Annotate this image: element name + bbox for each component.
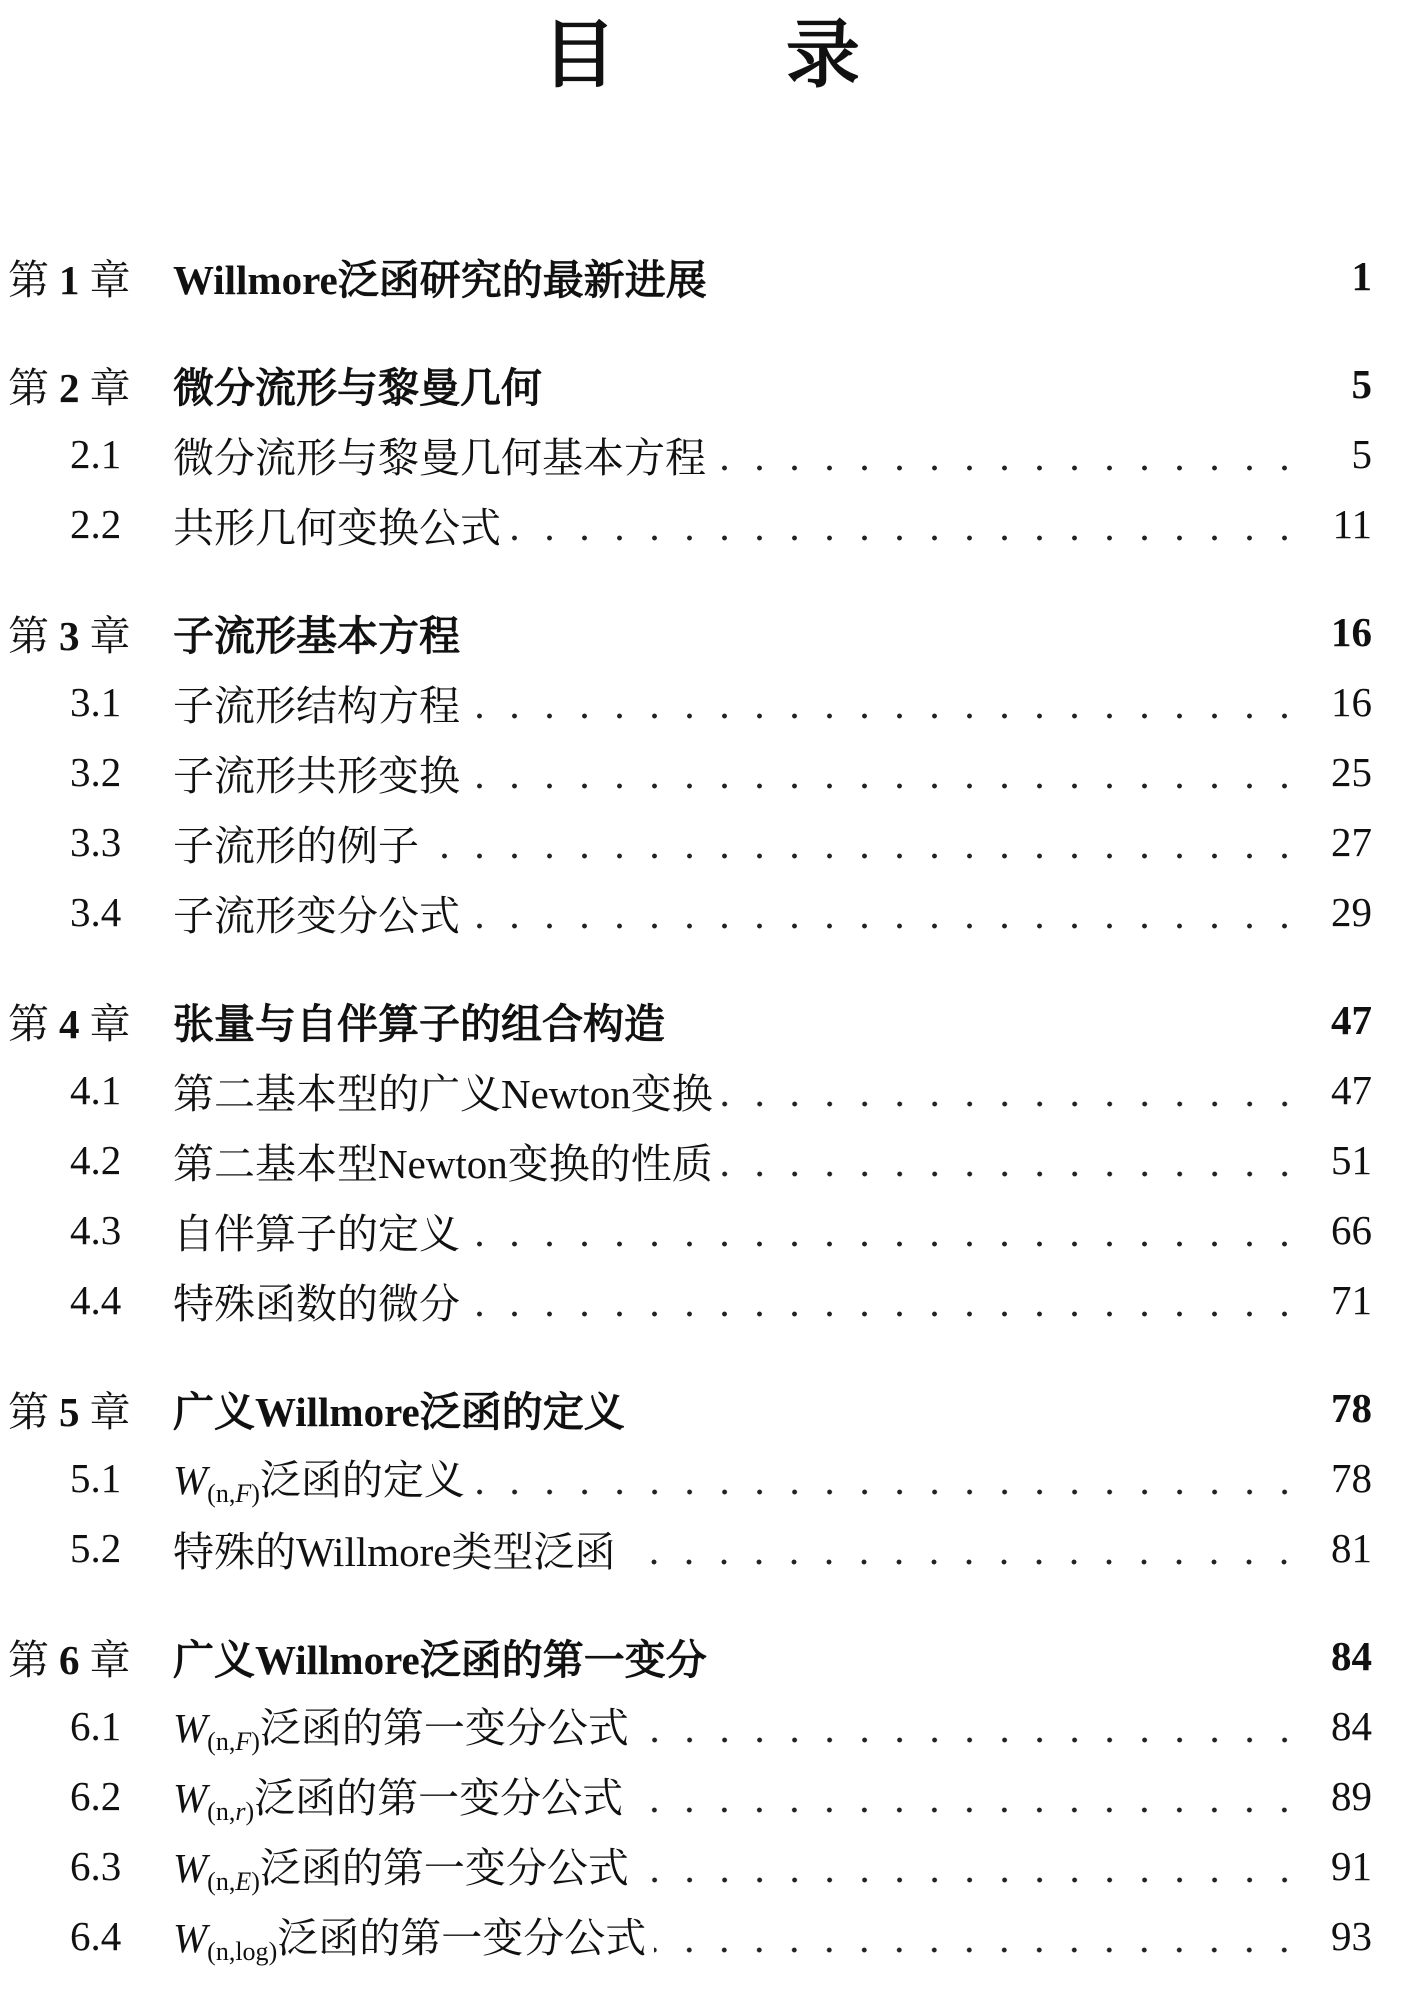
toc-section-entry[interactable] (0, 1195, 1402, 1265)
section-title: 微分流形与黎曼几何基本方程 (173, 425, 714, 484)
chapter-label: 第 6 章 (8, 1636, 131, 1683)
toc-section-entry[interactable] (0, 1125, 1402, 1195)
toc-chapter-4 (0, 985, 1402, 1335)
math-subscript: (n,log) (207, 1937, 278, 1966)
section-number: 6.2 (70, 1773, 122, 1819)
toc-section-entry[interactable] (0, 737, 1402, 807)
dot-leader (468, 923, 1302, 929)
section-number: 3.4 (70, 889, 122, 935)
dot-leader (637, 1877, 1302, 1883)
page-number: 51 (1312, 1136, 1402, 1184)
math-symbol: W (173, 1845, 208, 1891)
section-number: 4.2 (70, 1137, 122, 1183)
page-title: 目 录 (542, 12, 932, 98)
section-title: 子流形结构方程 (173, 673, 468, 732)
toc-chapter-2 (0, 349, 1402, 559)
table-of-contents (0, 241, 1402, 2009)
dot-leader (468, 1241, 1302, 1247)
dot-leader (631, 1807, 1302, 1813)
section-title: 自伴算子的定义 (173, 1201, 468, 1260)
section-title: 特殊的Willmore类型泛函 (173, 1519, 623, 1578)
math-subscript: (n,F) (207, 1479, 260, 1508)
page-number: 89 (1312, 1772, 1402, 1820)
toc-chapter-entry[interactable] (0, 241, 1402, 311)
dot-leader (509, 535, 1302, 541)
dot-leader (473, 1489, 1302, 1495)
page-number: 66 (1312, 1206, 1402, 1254)
toc-chapter-entry[interactable] (0, 1621, 1402, 1691)
toc-chapter-entry[interactable] (0, 985, 1402, 1055)
section-title: 第二基本型的广义Newton变换 (173, 1061, 721, 1120)
dot-leader (468, 713, 1302, 719)
toc-section-entry[interactable] (0, 877, 1402, 947)
toc-section-entry[interactable] (0, 667, 1402, 737)
page-number: 11 (1312, 500, 1402, 548)
dot-leader (654, 1947, 1302, 1953)
dot-leader (468, 783, 1302, 789)
page-number: 71 (1312, 1276, 1402, 1324)
dot-leader (714, 465, 1302, 471)
dot-leader (623, 1559, 1302, 1565)
section-title: $W_{(n,log)}$泛函的第一变分公式 (173, 1905, 654, 1967)
page-number: 16 (1312, 678, 1402, 726)
math-symbol: W (173, 1775, 208, 1821)
page-number: 91 (1312, 1842, 1402, 1890)
section-title: 子流形共形变换 (173, 743, 468, 802)
toc-section-entry[interactable] (0, 807, 1402, 877)
page-number: 84 (1312, 1702, 1402, 1750)
section-title: $W_{(n,E)}$泛函的第一变分公式 (173, 1835, 637, 1897)
section-number: 6.4 (70, 1913, 122, 1959)
section-title: $W_{(n,F)}$泛函的定义 (173, 1447, 473, 1509)
toc-chapter-1 (0, 241, 1402, 311)
page-number: 5 (1312, 430, 1402, 478)
page-number: 29 (1312, 888, 1402, 936)
math-symbol: W (173, 1915, 208, 1961)
dot-leader (721, 1171, 1302, 1177)
section-title: 特殊函数的微分 (173, 1271, 468, 1330)
page-number: 25 (1312, 748, 1402, 796)
toc-section-entry[interactable] (0, 1055, 1402, 1125)
page-number: 16 (1312, 608, 1402, 656)
section-number: 5.2 (70, 1525, 122, 1571)
math-subscript: (n,E) (207, 1867, 260, 1896)
dot-leader (468, 1311, 1302, 1317)
section-title: $W_{(n,F)}$泛函的第一变分公式 (173, 1695, 637, 1757)
dot-leader (427, 853, 1302, 859)
section-title: 子流形的例子 (173, 813, 427, 872)
toc-section-entry[interactable] (0, 1901, 1402, 1971)
toc-chapter-6 (0, 1621, 1402, 1971)
toc-section-entry[interactable] (0, 1265, 1402, 1335)
section-number: 3.3 (70, 819, 122, 865)
chapter-title: 子流形基本方程 (173, 603, 468, 662)
page-number: 78 (1312, 1384, 1402, 1432)
section-number: 5.1 (70, 1455, 122, 1501)
page-number: 47 (1312, 1066, 1402, 1114)
section-title: 第二基本型Newton变换的性质 (173, 1131, 721, 1190)
chapter-title: Willmore泛函研究的最新进展 (173, 247, 715, 306)
toc-chapter-5 (0, 1373, 1402, 1583)
chapter-title: 广义Willmore泛函的定义 (173, 1379, 633, 1438)
section-number: 6.1 (70, 1703, 122, 1749)
dot-leader (721, 1101, 1302, 1107)
page-number: 47 (1312, 996, 1402, 1044)
chapter-label: 第 5 章 (8, 1388, 131, 1435)
section-title: $W_{(n,r)}$泛函的第一变分公式 (173, 1765, 631, 1827)
section-title: 子流形变分公式 (173, 883, 468, 942)
toc-section-entry[interactable] (0, 1831, 1402, 1901)
page-number: 78 (1312, 1454, 1402, 1502)
section-number: 4.3 (70, 1207, 122, 1253)
page-number: 5 (1312, 360, 1402, 408)
chapter-title: 张量与自伴算子的组合构造 (173, 991, 673, 1050)
page-number: 84 (1312, 1632, 1402, 1680)
chapter-label: 第 4 章 (8, 1000, 131, 1047)
section-number: 6.3 (70, 1843, 122, 1889)
toc-chapter-3 (0, 597, 1402, 947)
page-number: 93 (1312, 1912, 1402, 1960)
section-title: 共形几何变换公式 (173, 495, 509, 554)
chapter-label: 第 3 章 (8, 612, 131, 659)
toc-section-entry[interactable] (0, 419, 1402, 489)
toc-chapter-entry[interactable] (0, 597, 1402, 667)
toc-chapter-entry[interactable] (0, 1373, 1402, 1443)
math-symbol: W (173, 1705, 208, 1751)
page-number: 81 (1312, 1524, 1402, 1572)
toc-section-entry[interactable] (0, 1443, 1402, 1513)
toc-section-entry[interactable] (0, 1513, 1402, 1583)
section-number: 2.2 (70, 501, 122, 547)
math-subscript: (n,F) (207, 1727, 260, 1756)
section-number: 2.1 (70, 431, 122, 477)
section-number: 3.2 (70, 749, 122, 795)
chapter-label: 第 1 章 (8, 256, 131, 303)
section-number: 4.4 (70, 1277, 122, 1323)
dot-leader (637, 1737, 1302, 1743)
chapter-title: 微分流形与黎曼几何 (173, 355, 550, 414)
math-symbol: W (173, 1457, 208, 1503)
toc-section-entry[interactable] (0, 1691, 1402, 1761)
page-number: 27 (1312, 818, 1402, 866)
math-subscript: (n,r) (207, 1797, 255, 1826)
toc-chapter-entry[interactable] (0, 349, 1402, 419)
chapter-title: 广义Willmore泛函的第一变分 (173, 1627, 715, 1686)
section-number: 4.1 (70, 1067, 122, 1113)
section-number: 3.1 (70, 679, 122, 725)
page-number: 1 (1312, 252, 1402, 300)
toc-section-entry[interactable] (0, 489, 1402, 559)
chapter-label: 第 2 章 (8, 364, 131, 411)
toc-section-entry[interactable] (0, 1761, 1402, 1831)
